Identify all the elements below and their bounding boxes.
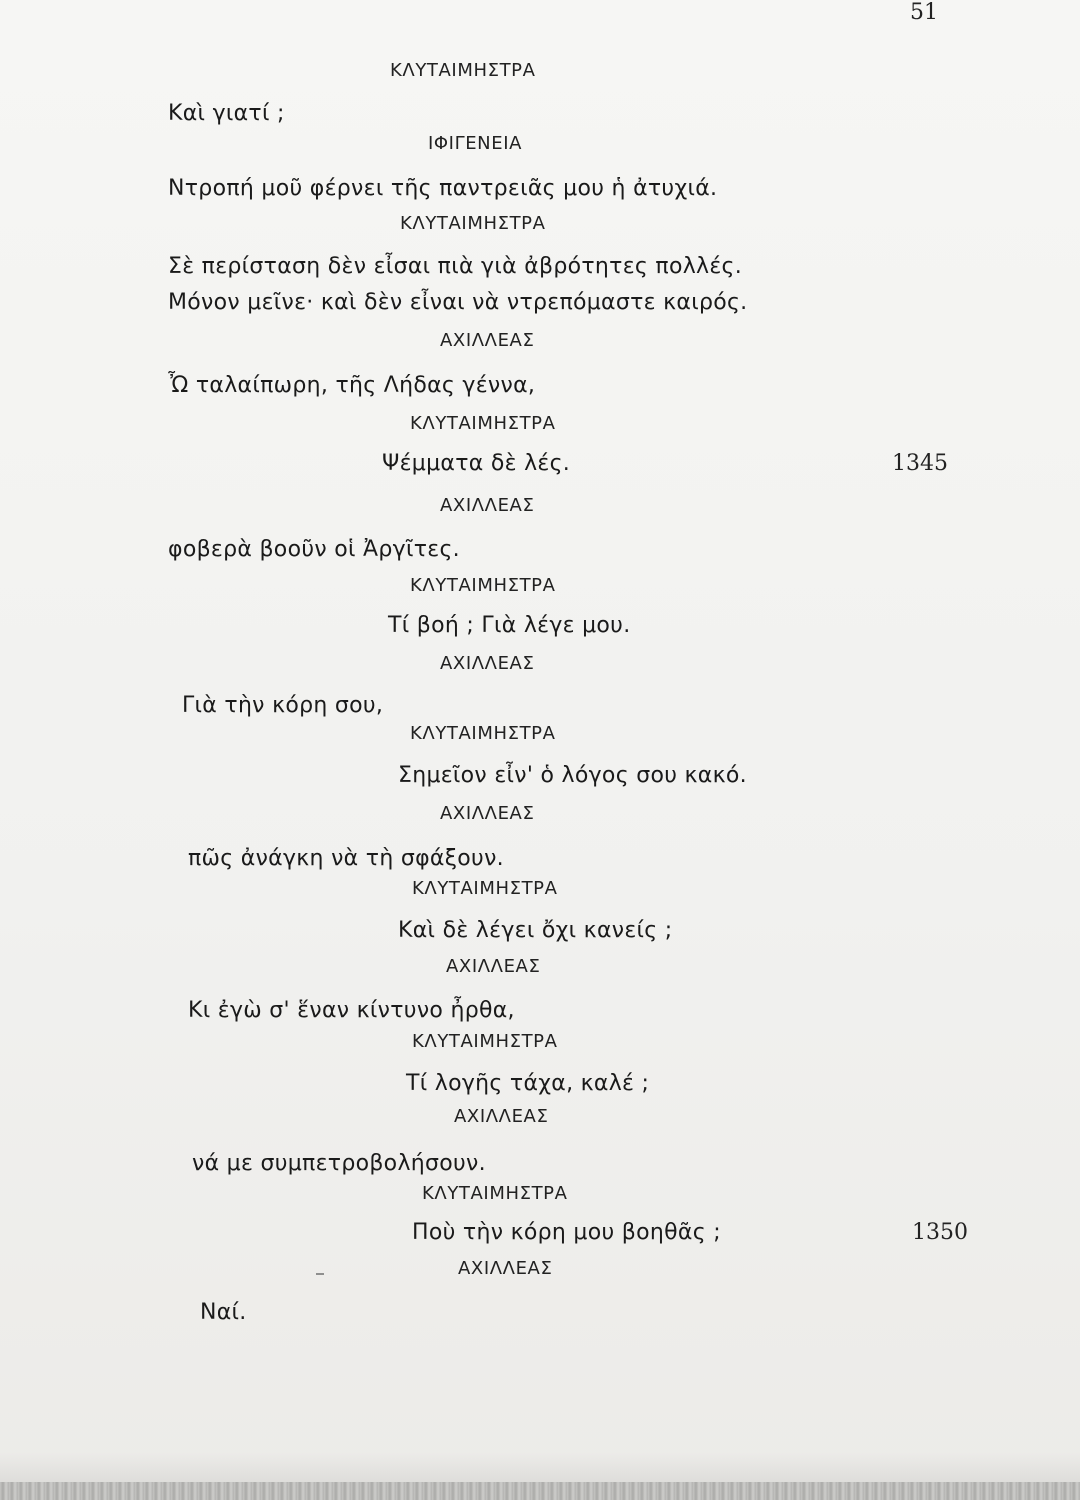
- speaker-name: ΚΛΥΤΑΙΜΗΣΤΡΑ: [412, 1031, 558, 1052]
- verse-line: Καὶ γιατί ;: [168, 101, 285, 126]
- verse-line: Ναί.: [200, 1300, 247, 1325]
- speaker-name: ΚΛΥΤΑΙΜΗΣΤΡΑ: [410, 723, 556, 744]
- verse-line: πῶς ἀνάγκη νὰ τὴ σφάξουν.: [188, 846, 504, 871]
- speaker-name: ΚΛΥΤΑΙΜΗΣΤΡΑ: [410, 575, 556, 596]
- stray-mark: [316, 1273, 324, 1275]
- speaker-name: ΚΛΥΤΑΙΜΗΣΤΡΑ: [390, 60, 536, 81]
- speaker-name: ΑΧΙΛΛΕΑΣ: [440, 803, 535, 824]
- verse-line: νά με συμπετροβολήσουν.: [192, 1151, 486, 1176]
- speaker-name: ΑΧΙΛΛΕΑΣ: [458, 1258, 553, 1279]
- verse-line: Μόνον μεῖνε· καὶ δὲν εἶναι νὰ ντρεπόμαστε καιρός.: [168, 290, 748, 315]
- verse-line: Κι ἐγὼ σ' ἕναν κίντυνο ἦρθα,: [188, 998, 515, 1023]
- speaker-name: ΑΧΙΛΛΕΑΣ: [454, 1106, 549, 1127]
- verse-line: Ψέμματα δὲ λές.: [382, 451, 571, 476]
- page-number: 51: [910, 0, 938, 25]
- speaker-name: ΑΧΙΛΛΕΑΣ: [440, 653, 535, 674]
- speaker-name: ΑΧΙΛΛΕΑΣ: [446, 956, 541, 977]
- page-bottom-shadow: [0, 1452, 1080, 1482]
- speaker-name: ΑΧΙΛΛΕΑΣ: [440, 330, 535, 351]
- verse-line: Ντροπή μοῦ φέρνει τῆς παντρειᾶς μου ἡ ἀτυχιά.: [168, 176, 718, 201]
- line-number: 1350: [912, 1220, 968, 1245]
- verse-line: Γιὰ τὴν κόρη σου,: [182, 693, 384, 718]
- verse-line: Σημεῖον εἶν' ὁ λόγος σου κακό.: [398, 763, 747, 788]
- speaker-name: ΚΛΥΤΑΙΜΗΣΤΡΑ: [422, 1183, 568, 1204]
- line-number: 1345: [892, 451, 948, 476]
- verse-line: φοβερὰ βοοῦν οἱ Ἀργῖτες.: [168, 537, 460, 562]
- verse-line: Καὶ δὲ λέγει ὄχι κανείς ;: [398, 918, 673, 943]
- speaker-name: ΑΧΙΛΛΕΑΣ: [440, 495, 535, 516]
- book-spine-edge: [0, 1482, 1080, 1500]
- speaker-name: ΚΛΥΤΑΙΜΗΣΤΡΑ: [400, 213, 546, 234]
- speaker-name: ΚΛΥΤΑΙΜΗΣΤΡΑ: [410, 413, 556, 434]
- verse-line: Ὦ ταλαίπωρη, τῆς Λήδας γέννα,: [168, 373, 536, 398]
- speaker-name: ΚΛΥΤΑΙΜΗΣΤΡΑ: [412, 878, 558, 899]
- verse-line: Τί βοή ; Γιὰ λέγε μου.: [388, 613, 631, 638]
- verse-line: Σὲ περίσταση δὲν εἶσαι πιὰ γιὰ ἀβρότητες πολλές.: [168, 254, 743, 279]
- verse-line: Ποὺ τὴν κόρη μου βοηθᾶς ;: [412, 1220, 721, 1245]
- speaker-name: ΙΦΙΓΕΝΕΙΑ: [428, 133, 523, 154]
- verse-line: Τί λογῆς τάχα, καλέ ;: [406, 1071, 650, 1096]
